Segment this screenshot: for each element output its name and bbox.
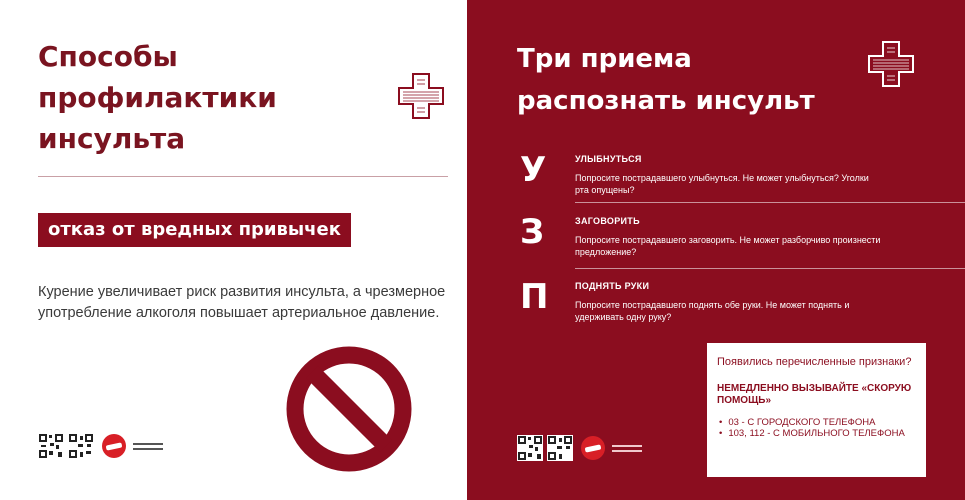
left-title: Способы профилактики инсульта [38,40,277,155]
step-description: Попросите пострадавшего поднять обе руки. Не может поднять и удерживать одну руку? [575,300,850,322]
callout-question: Появились перечисленные признаки? [717,356,912,368]
brand-badge-icon [581,436,605,460]
footer-logos [517,435,642,461]
body-text: Курение увеличивает риск развития инсульта, а чрезмерное употребление алкоголя повышает артериальное давление. [38,284,446,321]
step-letter: П [520,277,549,317]
list-item: • 103, 112 - С МОБИЛЬНОГО ТЕЛЕФОНА [719,428,916,439]
qr-code-icon [68,433,94,459]
step-description: Попросите пострадавшего заговорить. Не может разборчиво произнести предложение? [575,235,881,257]
footer-logos [38,433,163,459]
footer-fine-print [612,445,642,452]
divider [38,176,448,177]
divider [575,202,965,203]
footer-fine-print [133,443,163,450]
phone-list [717,417,916,439]
step-letter: У [520,150,547,190]
step-title: УЛЫБНУТЬСЯ [575,154,642,164]
right-panel [467,0,965,500]
callout-heading: НЕМЕДЛЕННО ВЫЗЫВАЙТЕ «СКОРУЮ ПОМОЩЬ» [717,383,912,406]
step-title: ПОДНЯТЬ РУКИ [575,281,650,291]
emergency-callout [707,343,926,477]
list-item: • 03 - С ГОРОДСКОГО ТЕЛЕФОНА [719,417,916,428]
divider [575,268,965,269]
qr-code-icon [547,435,573,461]
left-panel [0,0,467,500]
medical-cross-logo-icon [865,38,917,90]
step-letter: З [520,212,545,252]
brand-badge-icon [102,434,126,458]
no-entry-sign-icon [285,345,413,473]
right-title: Три приема распознать инсульт [517,44,815,116]
step-description: Попросите пострадавшего улыбнуться. Не может улыбнуться? Уголки рта опущены? [575,173,869,195]
qr-code-icon [38,433,64,459]
qr-code-icon [517,435,543,461]
habit-banner: отказ от вредных привычек [38,213,351,247]
step-title: ЗАГОВОРИТЬ [575,216,640,226]
medical-cross-logo-icon [395,70,447,122]
